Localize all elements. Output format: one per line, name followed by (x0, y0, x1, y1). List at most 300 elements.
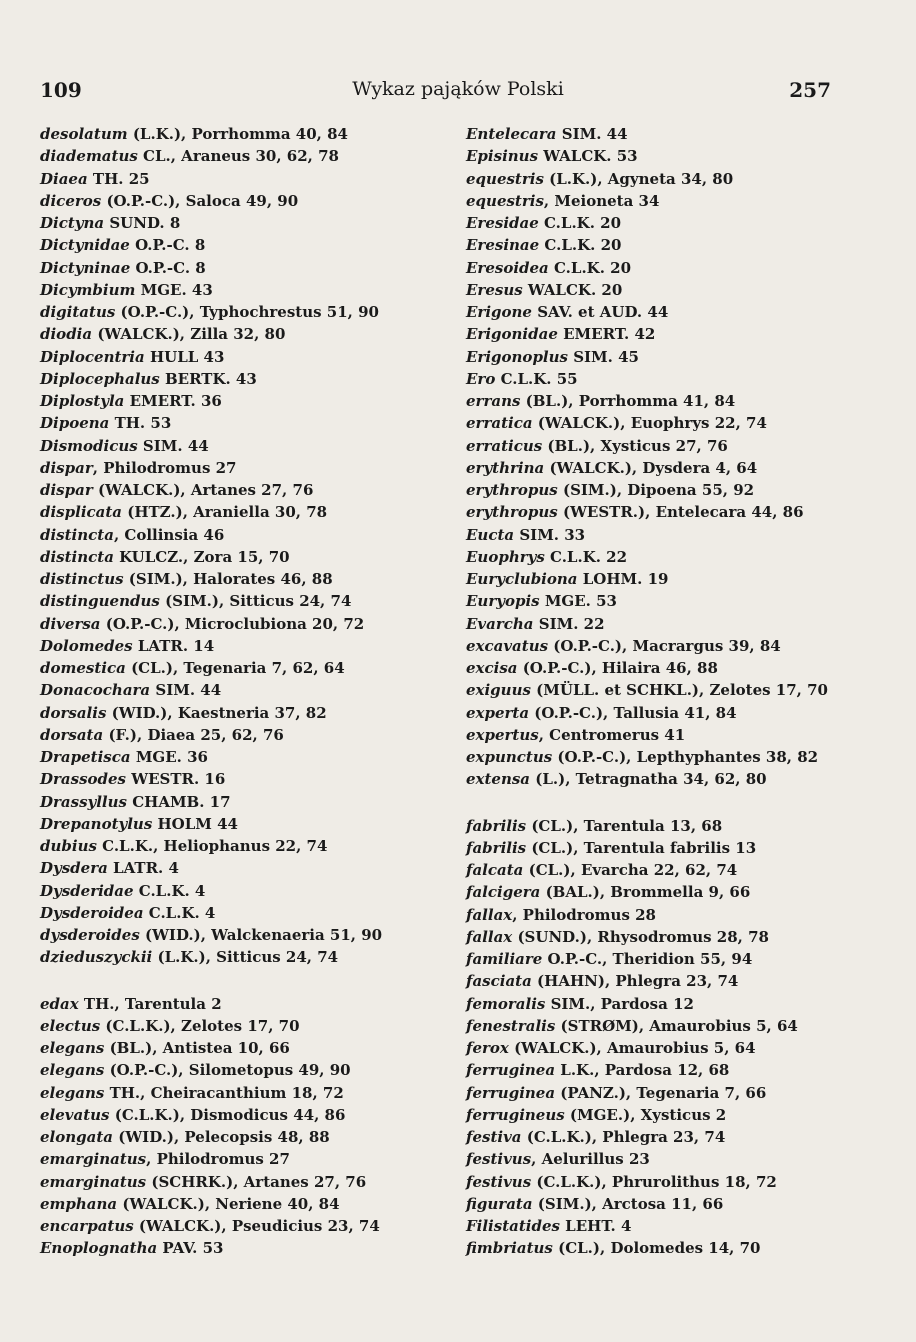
index-entry (40, 212, 450, 234)
entry-details: (WID.), Pelecopsis 48, 88 (113, 1128, 330, 1146)
index-entry (466, 613, 866, 635)
index-entry (40, 1037, 450, 1059)
entry-details: (WID.), Kaestneria 37, 82 (106, 703, 327, 722)
entry-term: displicata (40, 503, 123, 522)
entry-details: WALCK. 20 (522, 280, 623, 299)
entry-details: (C.L.K.), Phrurolithus 18, 72 (531, 1172, 777, 1191)
index-entry (466, 546, 866, 568)
entry-details: (WALCK.), Euophrys 22, 74 (532, 414, 767, 433)
index-entry (466, 993, 866, 1015)
entry-details: C.L.K. 20 (539, 236, 622, 255)
index-entry (466, 123, 866, 145)
index-entry (466, 390, 866, 412)
index-entry (40, 190, 450, 212)
entry-term: fabrilis (466, 838, 527, 857)
index-entry (40, 301, 450, 323)
index-entry (40, 835, 450, 857)
entry-details: SIM. 44 (150, 681, 222, 700)
index-entry (466, 746, 866, 768)
index-entry (466, 1059, 866, 1081)
entry-term: ferrugineus (466, 1105, 565, 1124)
entry-details: (O.P.-C.), Microclubiona 20, 72 (100, 614, 365, 633)
index-entry (40, 613, 450, 635)
entry-details: (C.L.K.), Dismodicus 44, 86 (109, 1105, 346, 1124)
section-gap (466, 791, 866, 815)
entry-term: elegans (40, 1061, 105, 1080)
entry-details: C.L.K. 20 (548, 258, 632, 277)
index-entry (40, 857, 450, 879)
entry-details: MGE. 53 (539, 592, 617, 611)
entry-term: erythropus (466, 503, 558, 522)
index-entry (466, 524, 866, 546)
entry-term: dubius (40, 837, 97, 855)
entry-term: Dysderidae (40, 881, 134, 900)
index-entry (466, 1126, 866, 1148)
index-entry (40, 1015, 450, 1037)
entry-details: (SIM.), Halorates 46, 88 (123, 570, 333, 588)
entry-details: CHAMB. 17 (126, 792, 231, 811)
index-entry (40, 346, 450, 368)
entry-details: MGE. 43 (135, 280, 213, 299)
index-entry (40, 568, 450, 590)
entry-details: C.L.K., Heliophanus 22, 74 (96, 837, 328, 855)
index-entry (40, 412, 450, 434)
index-entry (40, 993, 450, 1015)
entry-term: exiguus (466, 681, 531, 700)
entry-details: SIM. 44 (137, 436, 209, 455)
entry-details: , Centromerus 41 (538, 725, 686, 744)
index-entry (466, 768, 866, 790)
index-entry (40, 590, 450, 612)
index-entry (40, 279, 450, 301)
index-entry (40, 546, 450, 568)
entry-term: equestris (466, 169, 544, 188)
index-entry (40, 924, 450, 946)
index-entry (40, 1082, 450, 1104)
entry-term: Dictyninae (40, 258, 131, 277)
index-entry (466, 1148, 866, 1170)
index-entry (466, 859, 866, 881)
index-entry (466, 346, 866, 368)
index-entry (466, 212, 866, 234)
entry-details: (O.P.-C.), Lepthyphantes 38, 82 (552, 748, 819, 766)
entry-term: Euryopis (466, 592, 540, 611)
entry-term: Diplocephalus (40, 369, 160, 388)
entry-term: elongata (40, 1128, 114, 1146)
index-entry (40, 390, 450, 412)
index-entry (466, 368, 866, 390)
entry-term: erythropus (466, 481, 558, 499)
index-entry (466, 190, 866, 212)
entry-term: Eresinae (466, 236, 540, 255)
entry-details: (HTZ.), Araniella 30, 78 (122, 503, 328, 522)
entry-term: ferruginea (466, 1083, 556, 1102)
entry-details: (O.P.-C.), Saloca 49, 90 (101, 191, 299, 210)
entry-term: domestica (40, 659, 126, 677)
entry-details: (WALCK.), Amaurobius 5, 64 (508, 1039, 756, 1057)
index-entry (466, 279, 866, 301)
index-entry (40, 323, 450, 345)
entry-details: (C.L.K.), Phlegra 23, 74 (521, 1128, 726, 1146)
entry-term: figurata (466, 1194, 533, 1213)
entry-details: (SCHRK.), Artanes 27, 76 (146, 1172, 367, 1191)
entry-details: EMERT. 42 (557, 325, 656, 344)
entry-term: erratica (466, 414, 533, 433)
entry-term: distinguendus (40, 592, 160, 611)
entry-details: (WALCK.), Pseudicius 23, 74 (133, 1217, 380, 1235)
entry-details: (C.L.K.), Zelotes 17, 70 (100, 1016, 300, 1035)
entry-details: SAV. et AUD. 44 (531, 303, 669, 321)
entry-details: , Collinsia 46 (113, 525, 225, 544)
entry-details: (L.K.), Sitticus 24, 74 (152, 948, 339, 967)
entry-details: (BAL.), Brommella 9, 66 (540, 883, 751, 902)
index-entry (466, 657, 866, 679)
entry-term: Donacochara (40, 681, 151, 700)
index-entry (466, 1104, 866, 1126)
entry-term: fasciata (466, 972, 532, 991)
index-entry (40, 257, 450, 279)
index-entry (40, 702, 450, 724)
entry-term: fenestralis (466, 1016, 556, 1035)
entry-term: emphana (40, 1194, 118, 1213)
entry-term: distinctus (40, 570, 124, 588)
entry-term: festivus (466, 1150, 532, 1169)
entry-term: fabrilis (466, 816, 527, 835)
entry-term: emarginatus (40, 1150, 147, 1169)
index-entry (40, 435, 450, 457)
entry-details: WESTR. 16 (126, 770, 226, 789)
entry-details: (SIM.), Arctosa 11, 66 (532, 1194, 724, 1213)
index-entry (40, 768, 450, 790)
index-entry (466, 234, 866, 256)
index-entry (466, 323, 866, 345)
entry-details: (L.), Tetragnatha 34, 62, 80 (530, 770, 767, 789)
index-entry (466, 904, 866, 926)
entry-term: Eresoidea (466, 258, 549, 277)
index-entry (466, 1082, 866, 1104)
entry-details: L.K., Pardosa 12, 68 (555, 1061, 730, 1080)
index-entry (40, 1193, 450, 1215)
entry-term: festiva (466, 1128, 522, 1146)
index-entry (466, 1215, 866, 1237)
entry-term: elegans (40, 1083, 105, 1102)
page-title: Wykaz pająków Polski (352, 78, 564, 100)
index-entry (40, 168, 450, 190)
entry-details: SIM. 22 (533, 614, 605, 633)
entry-term: experta (466, 703, 530, 722)
entry-details: (MGE.), Xysticus 2 (564, 1105, 727, 1124)
entry-term: emarginatus (40, 1172, 147, 1191)
index-entry (40, 679, 450, 701)
index-entry (40, 368, 450, 390)
entry-details: SUND. 8 (104, 214, 181, 232)
entry-details: SIM., Pardosa 12 (545, 994, 694, 1013)
entry-term: Drassodes (40, 770, 127, 789)
index-entry (466, 815, 866, 837)
index-entry (466, 948, 866, 970)
index-entry (40, 880, 450, 902)
index-entry (466, 679, 866, 701)
page-number-left: 109 (40, 78, 82, 102)
entry-term: ferruginea (466, 1061, 556, 1080)
entry-term: Dismodicus (40, 436, 138, 455)
entry-details: EMERT. 36 (124, 392, 222, 410)
entry-term: diodia (40, 325, 93, 344)
index-entry (466, 301, 866, 323)
entry-term: erraticus (466, 436, 543, 455)
index-entry (466, 970, 866, 992)
entry-details: HULL 43 (144, 347, 225, 366)
entry-details: SIM. 45 (567, 347, 639, 366)
index-entry (466, 501, 866, 523)
entry-details: (WALCK.), Artanes 27, 76 (92, 481, 314, 499)
entry-details: TH., Cheiracanthium 18, 72 (104, 1083, 344, 1102)
entry-details: CL., Araneus 30, 62, 78 (137, 147, 339, 166)
entry-term: excisa (466, 659, 518, 677)
entry-details: , Philodromus 27 (146, 1150, 290, 1169)
entry-term: diadematus (40, 147, 138, 166)
entry-term: Euophrys (466, 547, 545, 566)
index-entry (466, 1237, 866, 1259)
entry-term: diceros (40, 191, 102, 210)
entry-term: fallax (466, 905, 513, 924)
index-entry (40, 457, 450, 479)
index-entry (466, 257, 866, 279)
entry-term: Dysderoidea (40, 903, 144, 922)
entry-details: WALCK. 53 (538, 147, 638, 166)
entry-details: (MÜLL. et SCHKL.), Zelotes 17, 70 (530, 681, 828, 700)
entry-details: HOLM 44 (152, 814, 238, 833)
entry-term: festivus (466, 1172, 532, 1191)
index-entry (466, 1171, 866, 1193)
index-entry (40, 234, 450, 256)
entry-term: Eucta (466, 525, 515, 544)
entry-details: (CL.), Tarentula 13, 68 (526, 816, 723, 835)
entry-details: (O.P.-C.), Hilaira 46, 88 (517, 659, 718, 677)
entry-details: BERTK. 43 (159, 369, 257, 388)
entry-term: distincta (40, 547, 114, 566)
index-entry (466, 590, 866, 612)
entry-term: Dicymbium (40, 280, 136, 299)
entry-term: dzieduszyckii (40, 948, 153, 967)
entry-details: (WESTR.), Entelecara 44, 86 (557, 503, 804, 522)
entry-details: (WALCK.), Zilla 32, 80 (92, 325, 286, 344)
entry-details: O.P.-C. 8 (129, 236, 206, 255)
entry-term: excavatus (466, 636, 549, 655)
entry-term: Drepanotylus (40, 814, 153, 833)
entry-details: (L.K.), Porrhomma 40, 84 (127, 125, 348, 143)
entry-term: equestris (466, 191, 544, 210)
entry-details: SIM. 33 (514, 525, 586, 544)
entry-term: dorsata (40, 725, 104, 744)
entry-details: (CL.), Tegenaria 7, 62, 64 (125, 659, 345, 677)
entry-term: Euryclubiona (466, 570, 578, 588)
entry-details: (O.P.-C.), Typhochrestus 51, 90 (115, 303, 379, 321)
entry-term: fallax (466, 927, 513, 946)
entry-details: LEHT. 4 (559, 1217, 632, 1235)
entry-details: O.P.-C., Theridion 55, 94 (542, 950, 753, 968)
entry-details: (O.P.-C.), Tallusia 41, 84 (529, 703, 737, 722)
entry-details: (CL.), Dolomedes 14, 70 (552, 1239, 761, 1258)
page-number-right: 257 (789, 78, 831, 102)
entry-term: Diaea (40, 169, 88, 188)
entry-term: familiare (466, 950, 543, 968)
entry-details: O.P.-C. 8 (130, 258, 206, 277)
entry-term: ferox (466, 1039, 509, 1057)
index-entry (466, 168, 866, 190)
index-entry (40, 501, 450, 523)
entry-term: fimbriatus (466, 1239, 553, 1258)
entry-term: dorsalis (40, 703, 107, 722)
entry-term: femoralis (466, 994, 546, 1013)
entry-term: dispar (40, 458, 93, 477)
entry-details: C.L.K. 4 (133, 881, 206, 900)
index-entry (40, 791, 450, 813)
entry-details: LOHM. 19 (577, 570, 669, 588)
index-entry (466, 568, 866, 590)
entry-term: Evarcha (466, 614, 534, 633)
index-entry (466, 479, 866, 501)
entry-details: C.L.K. 20 (538, 214, 622, 232)
entry-details: (SIM.), Sitticus 24, 74 (159, 592, 352, 611)
index-entry (40, 1148, 450, 1170)
index-entry (40, 1171, 450, 1193)
entry-term: desolatum (40, 125, 128, 143)
entry-details: , Philodromus 28 (512, 905, 656, 924)
entry-term: Entelecara (466, 125, 557, 143)
entry-term: Dolomedes (40, 636, 133, 655)
entry-term: erythrina (466, 458, 545, 477)
entry-details: (WALCK.), Neriene 40, 84 (117, 1194, 340, 1213)
index-entry (40, 746, 450, 768)
entry-details: C.L.K. 22 (544, 547, 628, 566)
index-entry (466, 457, 866, 479)
index-entry (466, 926, 866, 948)
index-entry (40, 946, 450, 968)
entry-term: distincta (40, 525, 114, 544)
index-entry (40, 123, 450, 145)
entry-term: electus (40, 1016, 101, 1035)
entry-details: MGE. 36 (130, 748, 208, 766)
entry-details: (PANZ.), Tegenaria 7, 66 (555, 1083, 767, 1102)
entry-term: Erigonoplus (466, 347, 568, 366)
index-entry (40, 635, 450, 657)
index-entry (466, 837, 866, 859)
entry-term: expertus (466, 725, 539, 744)
entry-term: digitatus (40, 303, 116, 321)
entry-details: TH. 53 (109, 414, 172, 433)
index-entry (466, 635, 866, 657)
entry-details: (CL.), Tarentula fabrilis 13 (526, 838, 757, 857)
index-entry (40, 1126, 450, 1148)
index-entry (40, 1104, 450, 1126)
entry-term: Dictynidae (40, 236, 130, 255)
entry-details: (STRØM), Amaurobius 5, 64 (555, 1016, 798, 1035)
entry-term: Diplostyla (40, 392, 125, 410)
index-entry (466, 1193, 866, 1215)
entry-term: Dysdera (40, 859, 108, 878)
entry-term: elegans (40, 1039, 105, 1057)
index-entry (466, 435, 866, 457)
entry-details: PAV. 53 (157, 1239, 224, 1258)
entry-details: (HAHN), Phlegra 23, 74 (531, 972, 739, 991)
entry-details: (WID.), Walckenaeria 51, 90 (139, 926, 383, 944)
index-entry (40, 145, 450, 167)
entry-term: Dictyna (40, 214, 105, 232)
index-entry (40, 1237, 450, 1259)
entry-details: (WALCK.), Dysdera 4, 64 (544, 458, 758, 477)
entry-term: Diplocentria (40, 347, 145, 366)
entry-details: TH. 25 (87, 169, 150, 188)
entry-details: (L.K.), Agyneta 34, 80 (543, 169, 734, 188)
entry-term: expunctus (466, 748, 553, 766)
index-entry (466, 1015, 866, 1037)
entry-details: (BL.), Porrhomma 41, 84 (520, 392, 736, 410)
entry-term: Erigone (466, 303, 532, 321)
index-entry (40, 479, 450, 501)
index-column-right (466, 123, 866, 1260)
index-entry (466, 145, 866, 167)
entry-term: diversa (40, 614, 101, 633)
entry-details: LATR. 14 (132, 636, 215, 655)
entry-term: Enoplognatha (40, 1239, 158, 1258)
entry-term: Drassyllus (40, 792, 127, 811)
entry-term: Dipoena (40, 414, 110, 433)
index-column-left (40, 123, 450, 1260)
entry-term: encarpatus (40, 1217, 134, 1235)
entry-term: dispar (40, 481, 93, 499)
entry-details: , Philodromus 27 (92, 458, 237, 477)
entry-term: Ero (466, 369, 496, 388)
entry-term: falcata (466, 861, 524, 879)
entry-term: Erigonidae (466, 325, 558, 344)
entry-details: (BL.), Antistea 10, 66 (104, 1039, 290, 1057)
entry-term: falcigera (466, 883, 541, 902)
entry-term: Eresidae (466, 214, 539, 232)
entry-details: (F.), Diaea 25, 62, 76 (103, 725, 284, 744)
index-entry (40, 524, 450, 546)
entry-details: KULCZ., Zora 15, 70 (113, 547, 290, 566)
entry-term: edax (40, 994, 79, 1013)
entry-term: extensa (466, 770, 531, 789)
entry-details: LATR. 4 (107, 859, 179, 878)
entry-term: errans (466, 392, 521, 410)
index-entry (466, 1037, 866, 1059)
entry-details: TH., Tarentula 2 (78, 994, 222, 1013)
index-entry (466, 412, 866, 434)
entry-term: Eresus (466, 280, 523, 299)
index-entry (466, 881, 866, 903)
entry-details: (SIM.), Dipoena 55, 92 (557, 481, 755, 499)
entry-details: C.L.K. 4 (143, 903, 216, 922)
entry-term: Filistatides (466, 1217, 560, 1235)
index-entry (40, 1059, 450, 1081)
index-entry (466, 702, 866, 724)
entry-term: elevatus (40, 1105, 110, 1124)
index-entry (40, 902, 450, 924)
index-entry (40, 813, 450, 835)
entry-details: (O.P.-C.), Macrargus 39, 84 (548, 636, 781, 655)
entry-term: dysderoides (40, 926, 140, 944)
entry-details: (CL.), Evarcha 22, 62, 74 (523, 861, 738, 879)
entry-term: Drapetisca (40, 748, 131, 766)
index-entry (466, 724, 866, 746)
index-entry (40, 657, 450, 679)
entry-details: (O.P.-C.), Silometopus 49, 90 (104, 1061, 351, 1080)
entry-term: Episinus (466, 147, 539, 166)
entry-details: , Aelurillus 23 (531, 1150, 650, 1169)
index-entry (40, 724, 450, 746)
